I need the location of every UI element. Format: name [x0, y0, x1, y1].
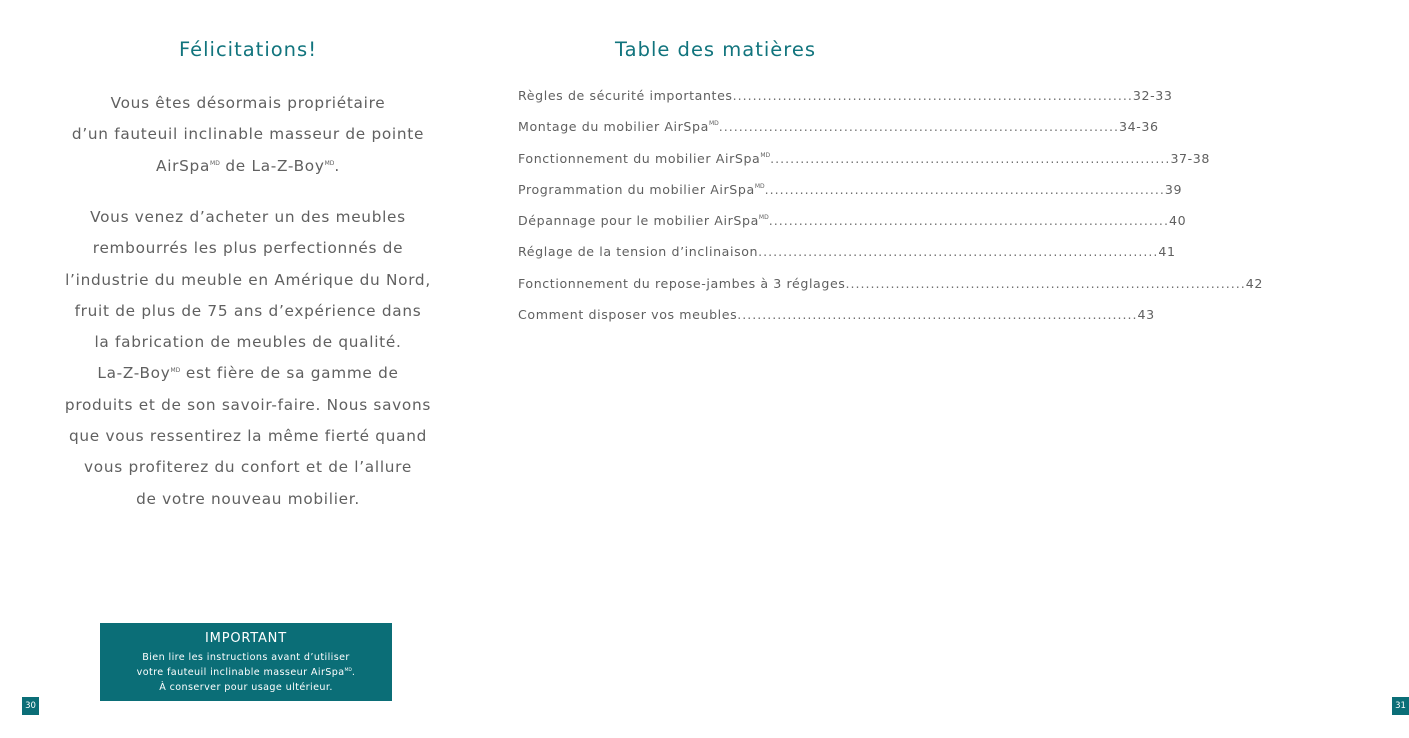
toc-entry-label-text: Programmation du mobilier AirSpa: [518, 181, 755, 197]
intro-paragraph: [50, 88, 446, 182]
page-number-30: 30: [22, 697, 39, 715]
toc-entry[interactable]: [518, 213, 1187, 244]
toc-page-number: 32-33: [1132, 88, 1173, 103]
toc-entry-label-text: Comment disposer vos meubles: [518, 307, 738, 323]
description-line-6-part-a: La-Z-Boy: [97, 364, 171, 383]
toc-entry-label: [518, 307, 737, 322]
description-line-2: rembourrés les plus perfectionnés de: [92, 239, 404, 258]
description-line-3: l’industrie du meuble en Amérique du Nord,: [65, 270, 431, 289]
toc-dot-leader: ................................................................................: [737, 307, 1138, 323]
toc-entry-label: [518, 182, 765, 197]
description-line-1: Vous venez d’acheter un des meubles: [90, 208, 406, 226]
trademark-sup: MD: [758, 214, 769, 222]
toc-entry-label-text: Règles de sécurité importantes: [518, 88, 733, 103]
toc-page-number: 43: [1137, 307, 1155, 323]
important-heading: IMPORTANT: [205, 631, 287, 646]
trademark-sup: MD: [708, 120, 719, 128]
important-line-2-part-b: .: [351, 667, 356, 678]
toc-entry[interactable]: [518, 88, 1173, 119]
important-line-2: [100, 665, 392, 680]
description-line-6: [50, 358, 446, 389]
toc-entry-label: [518, 244, 758, 259]
toc-dot-leader: ................................................................................: [764, 181, 1165, 197]
toc-page-number: 40: [1168, 213, 1187, 229]
description-line-7: produits et de son savoir-faire. Nous savons: [64, 395, 432, 414]
toc-page-number: 41: [1158, 244, 1176, 260]
toc-entry[interactable]: [518, 150, 1211, 182]
toc-entry-label: [518, 276, 845, 291]
toc-entry-label-text: Montage du mobilier AirSpa: [518, 119, 709, 135]
trademark-sup: MD: [754, 182, 765, 190]
trademark-sup: MD: [210, 159, 220, 167]
toc-dot-leader: ................................................................................: [758, 244, 1159, 260]
trademark-sup: MD: [170, 367, 181, 375]
toc-entry-label: [518, 213, 769, 228]
description-line-10: de votre nouveau mobilier.: [136, 489, 360, 508]
description-line-4: fruit de plus de 75 ans d’expérience dans: [74, 301, 422, 320]
intro-line-3-part-b: de La-Z-Boy: [219, 156, 325, 175]
page-number-31: 31: [1392, 697, 1409, 715]
toc-entry-label: [518, 88, 733, 103]
important-line-3: À conserver pour usage ultérieur.: [159, 682, 333, 693]
toc-entry-label-text: Réglage de la tension d’inclinaison: [518, 244, 759, 260]
toc-page-number: 42: [1245, 275, 1263, 291]
right-page: [477, 0, 1406, 738]
toc-entry[interactable]: [518, 181, 1183, 213]
toc-page-number: 37-38: [1170, 150, 1211, 166]
important-line-2-part-a: votre fauteuil inclinable masseur AirSpa: [136, 667, 345, 678]
toc-entry[interactable]: [518, 244, 1176, 275]
page-title-felicitations: Félicitations!: [178, 38, 318, 61]
toc-dot-leader: ................................................................................: [732, 88, 1133, 103]
intro-line-3: [50, 151, 446, 182]
toc-page-number: 34-36: [1119, 119, 1159, 135]
toc-page-number: 39: [1164, 181, 1183, 197]
description-paragraph: [50, 202, 446, 515]
toc-entry[interactable]: [518, 119, 1159, 150]
intro-line-2: d’un fauteuil inclinable masseur de pointe: [71, 125, 425, 144]
toc-dot-leader: ................................................................................: [845, 275, 1246, 291]
trademark-sup: MD: [760, 151, 771, 159]
toc-entry-label: [518, 119, 719, 134]
toc-entry-label-text: Fonctionnement du repose-jambes à 3 réglages: [518, 275, 846, 291]
important-line-1: Bien lire les instructions avant d’utiliser: [142, 652, 350, 663]
intro-line-3-part-c: .: [334, 156, 340, 175]
toc-entry-label: [518, 151, 770, 166]
toc-entry[interactable]: [518, 275, 1263, 307]
table-of-contents: [518, 88, 1263, 338]
description-line-6-part-b: est fière de sa gamme de: [180, 364, 399, 383]
toc-entry-label-text: Dépannage pour le mobilier AirSpa: [518, 213, 759, 229]
trademark-sup: MD: [344, 668, 352, 673]
left-page: [0, 0, 477, 738]
intro-line-1: Vous êtes désormais propriétaire: [110, 94, 386, 112]
description-line-8: que vous ressentirez la même fierté quand: [69, 427, 427, 446]
toc-dot-leader: ................................................................................: [768, 213, 1169, 229]
toc-entry[interactable]: [518, 307, 1155, 338]
trademark-sup: MD: [324, 159, 335, 167]
toc-dot-leader: ................................................................................: [718, 119, 1119, 135]
description-line-5: la fabrication de meubles de qualité.: [94, 333, 402, 352]
intro-line-3-part-a: AirSpa: [156, 156, 211, 175]
toc-entry-label-text: Fonctionnement du mobilier AirSpa: [518, 150, 761, 166]
important-notice-box: [100, 623, 392, 701]
page-title-table-des-matieres: Table des matières: [614, 38, 817, 61]
description-line-9: vous profiterez du confort et de l’allure: [84, 458, 412, 477]
toc-dot-leader: ................................................................................: [770, 150, 1171, 166]
